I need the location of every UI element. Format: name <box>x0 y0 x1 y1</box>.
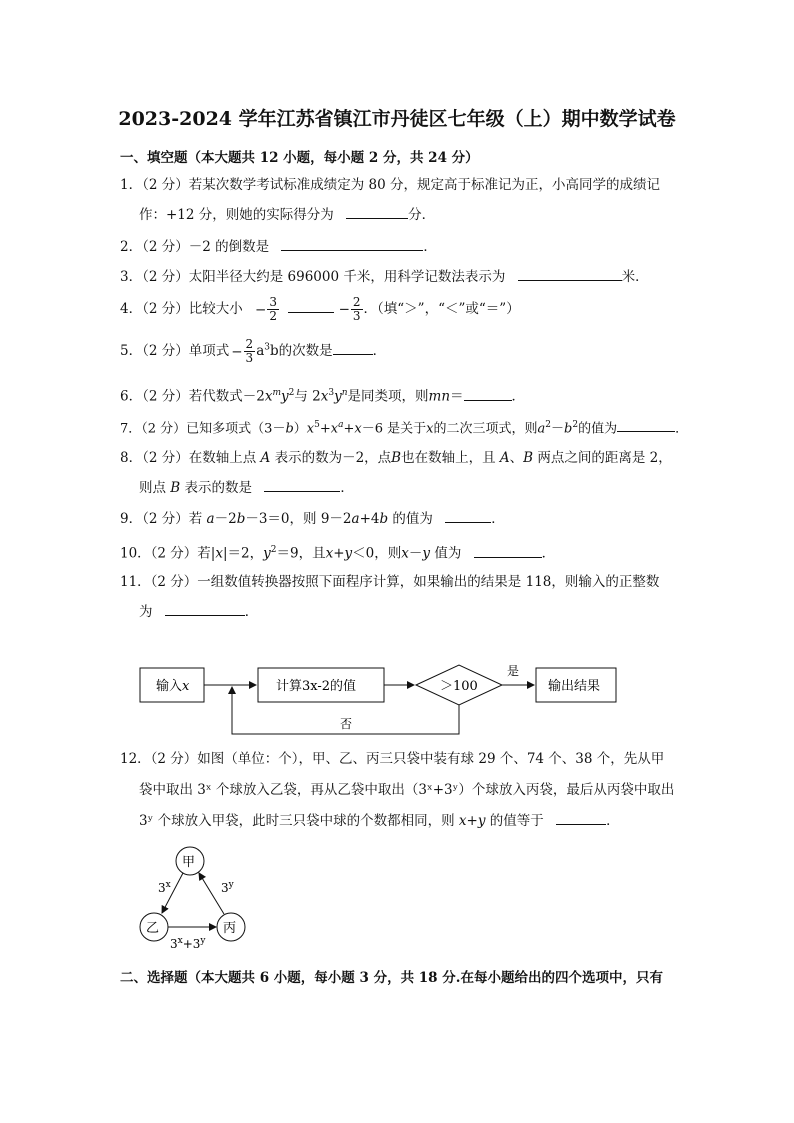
question-5-text-end: 的次数是 <box>278 343 333 359</box>
bag-jia-label: 甲 <box>182 855 196 870</box>
exponent: 2 <box>288 388 295 398</box>
var-a: a <box>351 511 360 527</box>
question-9-text: 9．（2 分）若 <box>120 511 203 527</box>
input-label: 输入x <box>156 679 190 694</box>
question-8-text-4: 两点之间的距离是 2， <box>537 450 672 466</box>
question-2 <box>120 238 437 256</box>
question-7 <box>120 416 688 438</box>
question-11-line-1: 11．（2 分）一组数值转换器按照下面程序计算，如果输出的结果是 118，则输入的正整数 <box>120 574 660 590</box>
period: ． <box>511 388 526 405</box>
var-mn: mn <box>428 388 451 405</box>
answer-blank-12[interactable] <box>556 812 606 825</box>
label-3y: 3$^y$ <box>221 880 234 895</box>
point-b: B <box>523 450 534 466</box>
question-8-text-6: 表示的数是 <box>184 480 253 496</box>
question-4-text: 4．（2 分）比较大小 <box>120 301 243 317</box>
minus: － <box>408 545 423 562</box>
answer-blank-9[interactable] <box>445 510 491 523</box>
exponent: 3 <box>328 388 335 398</box>
fraction-numerator: 2 <box>245 337 254 351</box>
answer-blank-1[interactable] <box>346 206 408 219</box>
question-6 <box>120 384 525 406</box>
question-12-text: 3ʸ 个球放入甲袋，此时三只袋中球的个数都相同，则 <box>139 813 455 829</box>
var-x: x <box>325 545 334 562</box>
var-b: b <box>564 421 573 437</box>
question-2-end: ． <box>423 239 437 255</box>
question-12-line-2: 袋中取出 3ˣ 个球放入乙袋，再从乙袋中取出（3ˣ+3ʸ）个球放入丙袋，最后从丙袋中取出 <box>139 782 675 798</box>
question-11-line-2 <box>139 603 258 621</box>
minus-two: －2 <box>214 511 237 527</box>
question-12-end: 的值等于 <box>489 813 544 829</box>
question-7-mid-2: 的二次三项式，则 <box>433 421 538 437</box>
question-10-end: 值为 <box>434 545 462 562</box>
var-x: x <box>320 388 329 405</box>
label-3x: 3$^x$ <box>158 880 171 895</box>
period: ． <box>372 343 387 359</box>
answer-blank-2[interactable] <box>281 238 423 251</box>
var-a: a <box>206 511 215 527</box>
var-y: y <box>334 388 342 405</box>
question-5: 5．（2 分）单项式 − $\frac{2}{3}$ $a^3b$的次数是 ． <box>120 337 387 365</box>
answer-blank-8[interactable] <box>264 479 340 492</box>
question-7-end: 的值为 <box>578 421 618 437</box>
plus: + <box>343 421 355 437</box>
exponent: 2 <box>572 420 579 430</box>
answer-blank-3[interactable] <box>518 268 622 281</box>
var-x: x <box>215 545 223 562</box>
fraction-3-2 <box>267 296 279 323</box>
period: ． <box>675 421 689 437</box>
question-11-text: 为 <box>139 604 153 620</box>
var-x: x <box>264 388 273 405</box>
question-6-text: 6．（2 分）若代数式－2 <box>120 388 265 405</box>
question-8-text: 8．（2 分）在数轴上点 <box>120 450 257 466</box>
question-9-end: 的值为 <box>392 511 433 527</box>
question-1-line-2 <box>139 206 435 224</box>
bags-diagram <box>130 840 260 952</box>
question-12-line-1: 12．（2 分）如图（单位：个），甲、乙、丙三只袋中装有球 29 个、74 个、38 个，先从甲 <box>120 751 665 767</box>
var-x: x <box>354 421 362 437</box>
comma: 、 <box>509 450 524 466</box>
plus: + <box>319 421 331 437</box>
abs-close: |＝2， <box>222 545 264 562</box>
output-label: 输出结果 <box>548 679 601 694</box>
point-b: B <box>391 450 402 466</box>
var-b: b <box>379 511 389 527</box>
answer-blank-7[interactable] <box>617 419 675 432</box>
decision-label: ＞100 <box>440 679 478 694</box>
var-b: b <box>236 511 246 527</box>
exponent: 3 <box>264 342 270 353</box>
bag-yi-label: 乙 <box>146 921 160 936</box>
question-8-text-5: 则点 <box>139 480 166 496</box>
answer-blank-10[interactable] <box>474 545 542 558</box>
question-8-line-2 <box>139 479 354 497</box>
var-y: y <box>344 545 353 562</box>
var-m: m <box>272 388 281 398</box>
exponent: 5 <box>314 420 320 430</box>
label-3x-plus-3y: $3^x+3^y$ <box>170 936 206 951</box>
fraction-2-3 <box>244 338 256 365</box>
point-b: B <box>170 480 181 496</box>
answer-blank-6[interactable] <box>464 388 512 401</box>
fraction-denominator: 3 <box>352 309 361 323</box>
question-3-text: 3．（2 分）太阳半径大约是 696000 千米，用科学记数法表示为 <box>120 269 506 285</box>
question-5-text: 5．（2 分）单项式 <box>120 343 230 359</box>
question-3-end: 米． <box>621 269 649 285</box>
var-x: x <box>426 421 434 437</box>
period: ． <box>244 604 259 620</box>
question-3 <box>120 268 649 286</box>
question-10-text-2: ＝9，且 <box>276 545 326 562</box>
period: ． <box>541 545 556 562</box>
question-9-text-2: －3＝0，则 9－2 <box>245 511 352 527</box>
period: ． <box>491 511 505 527</box>
point-a: A <box>260 450 271 466</box>
question-1-line-1: 1．（2 分）若某次数学考试标准成绩定为 80 分，规定高于标准记为正，小高同学的成绩记 <box>120 177 660 193</box>
no-label: 否 <box>340 717 353 731</box>
fraction-numerator: 3 <box>269 295 277 309</box>
question-1-end: 分． <box>408 207 436 223</box>
question-4-end: ．（填“＞”，“＜”或“＝”） <box>363 301 520 317</box>
question-1-text: 作：+12 分，则她的实际得分为 <box>139 207 334 223</box>
compute-label: 计算3x-2的值 <box>276 679 357 694</box>
question-10 <box>120 541 555 563</box>
exponent: 2 <box>270 545 277 555</box>
question-6-mid: 与 2 <box>294 388 321 405</box>
question-10-text-3: ＜0，则 <box>352 545 402 562</box>
var-x: x <box>401 545 409 562</box>
section-heading-fill-in: 一、填空题（本大题共 12 小题，每小题 2 分，共 24 分） <box>120 150 479 166</box>
answer-blank-11[interactable] <box>165 603 245 616</box>
fraction-numerator: 2 <box>352 295 361 309</box>
var-x: x <box>330 421 339 437</box>
var-y: y <box>422 545 431 562</box>
page-title: 2023-2024 学年江苏省镇江市丹徒区七年级（上）期中数学试卷 <box>118 108 676 130</box>
var-y: y <box>263 545 271 562</box>
section-heading-choice: 二、选择题（本大题共 6 小题，每小题 3 分，共 18 分.在每小题给出的四个选项中，只有 <box>120 970 663 986</box>
bag-bing-label: 丙 <box>223 921 237 936</box>
plus: + <box>333 545 345 562</box>
equals: ＝ <box>450 388 464 405</box>
var-a: a <box>537 421 546 437</box>
answer-blank-5[interactable] <box>333 342 373 355</box>
yes-label: 是 <box>507 664 520 678</box>
question-7-text: 7．（2 分）已知多项式（3－ <box>120 421 286 437</box>
exponent: 2 <box>545 420 552 430</box>
fraction-2-3 <box>351 296 363 323</box>
question-4: 4．（2 分）比较大小 − $\frac{3}{2}$ − $\frac{2}{3}$ ．（填“＞”，“＜”或“＝”） <box>120 295 520 323</box>
var-x: x <box>306 421 315 437</box>
period: ． <box>340 480 354 496</box>
question-7-mid: －6 是关于 <box>361 421 427 437</box>
fraction-denominator: 2 <box>269 309 277 323</box>
question-8-text-2: 表示的数为－2，点 <box>274 450 392 466</box>
question-6-text-2: 是同类项，则 <box>347 388 429 405</box>
var-a: a <box>338 420 344 430</box>
question-10-text: 10．（2 分）若| <box>120 545 216 562</box>
var-b: b <box>285 421 294 437</box>
answer-blank-4[interactable] <box>288 300 334 313</box>
flowchart <box>0 650 794 740</box>
var-y: y <box>280 388 289 405</box>
question-9 <box>120 510 505 528</box>
minus: － <box>551 421 565 437</box>
point-a: A <box>499 450 510 466</box>
question-8-text-3: 也在数轴上，且 <box>401 450 496 466</box>
fraction-denominator: 3 <box>245 351 254 365</box>
variable-b: b <box>269 343 279 359</box>
question-8-line-1 <box>120 449 672 467</box>
variable-a: a <box>256 343 265 359</box>
var-n: n <box>341 388 348 398</box>
question-2-text: 2．（2 分）－2 的倒数是 <box>120 239 270 255</box>
plus-four: +4 <box>359 511 380 527</box>
var-x-plus-y: x+y <box>458 813 486 829</box>
period: ． <box>606 813 620 829</box>
paren: ） <box>293 421 307 437</box>
question-12-line-3 <box>139 812 620 830</box>
